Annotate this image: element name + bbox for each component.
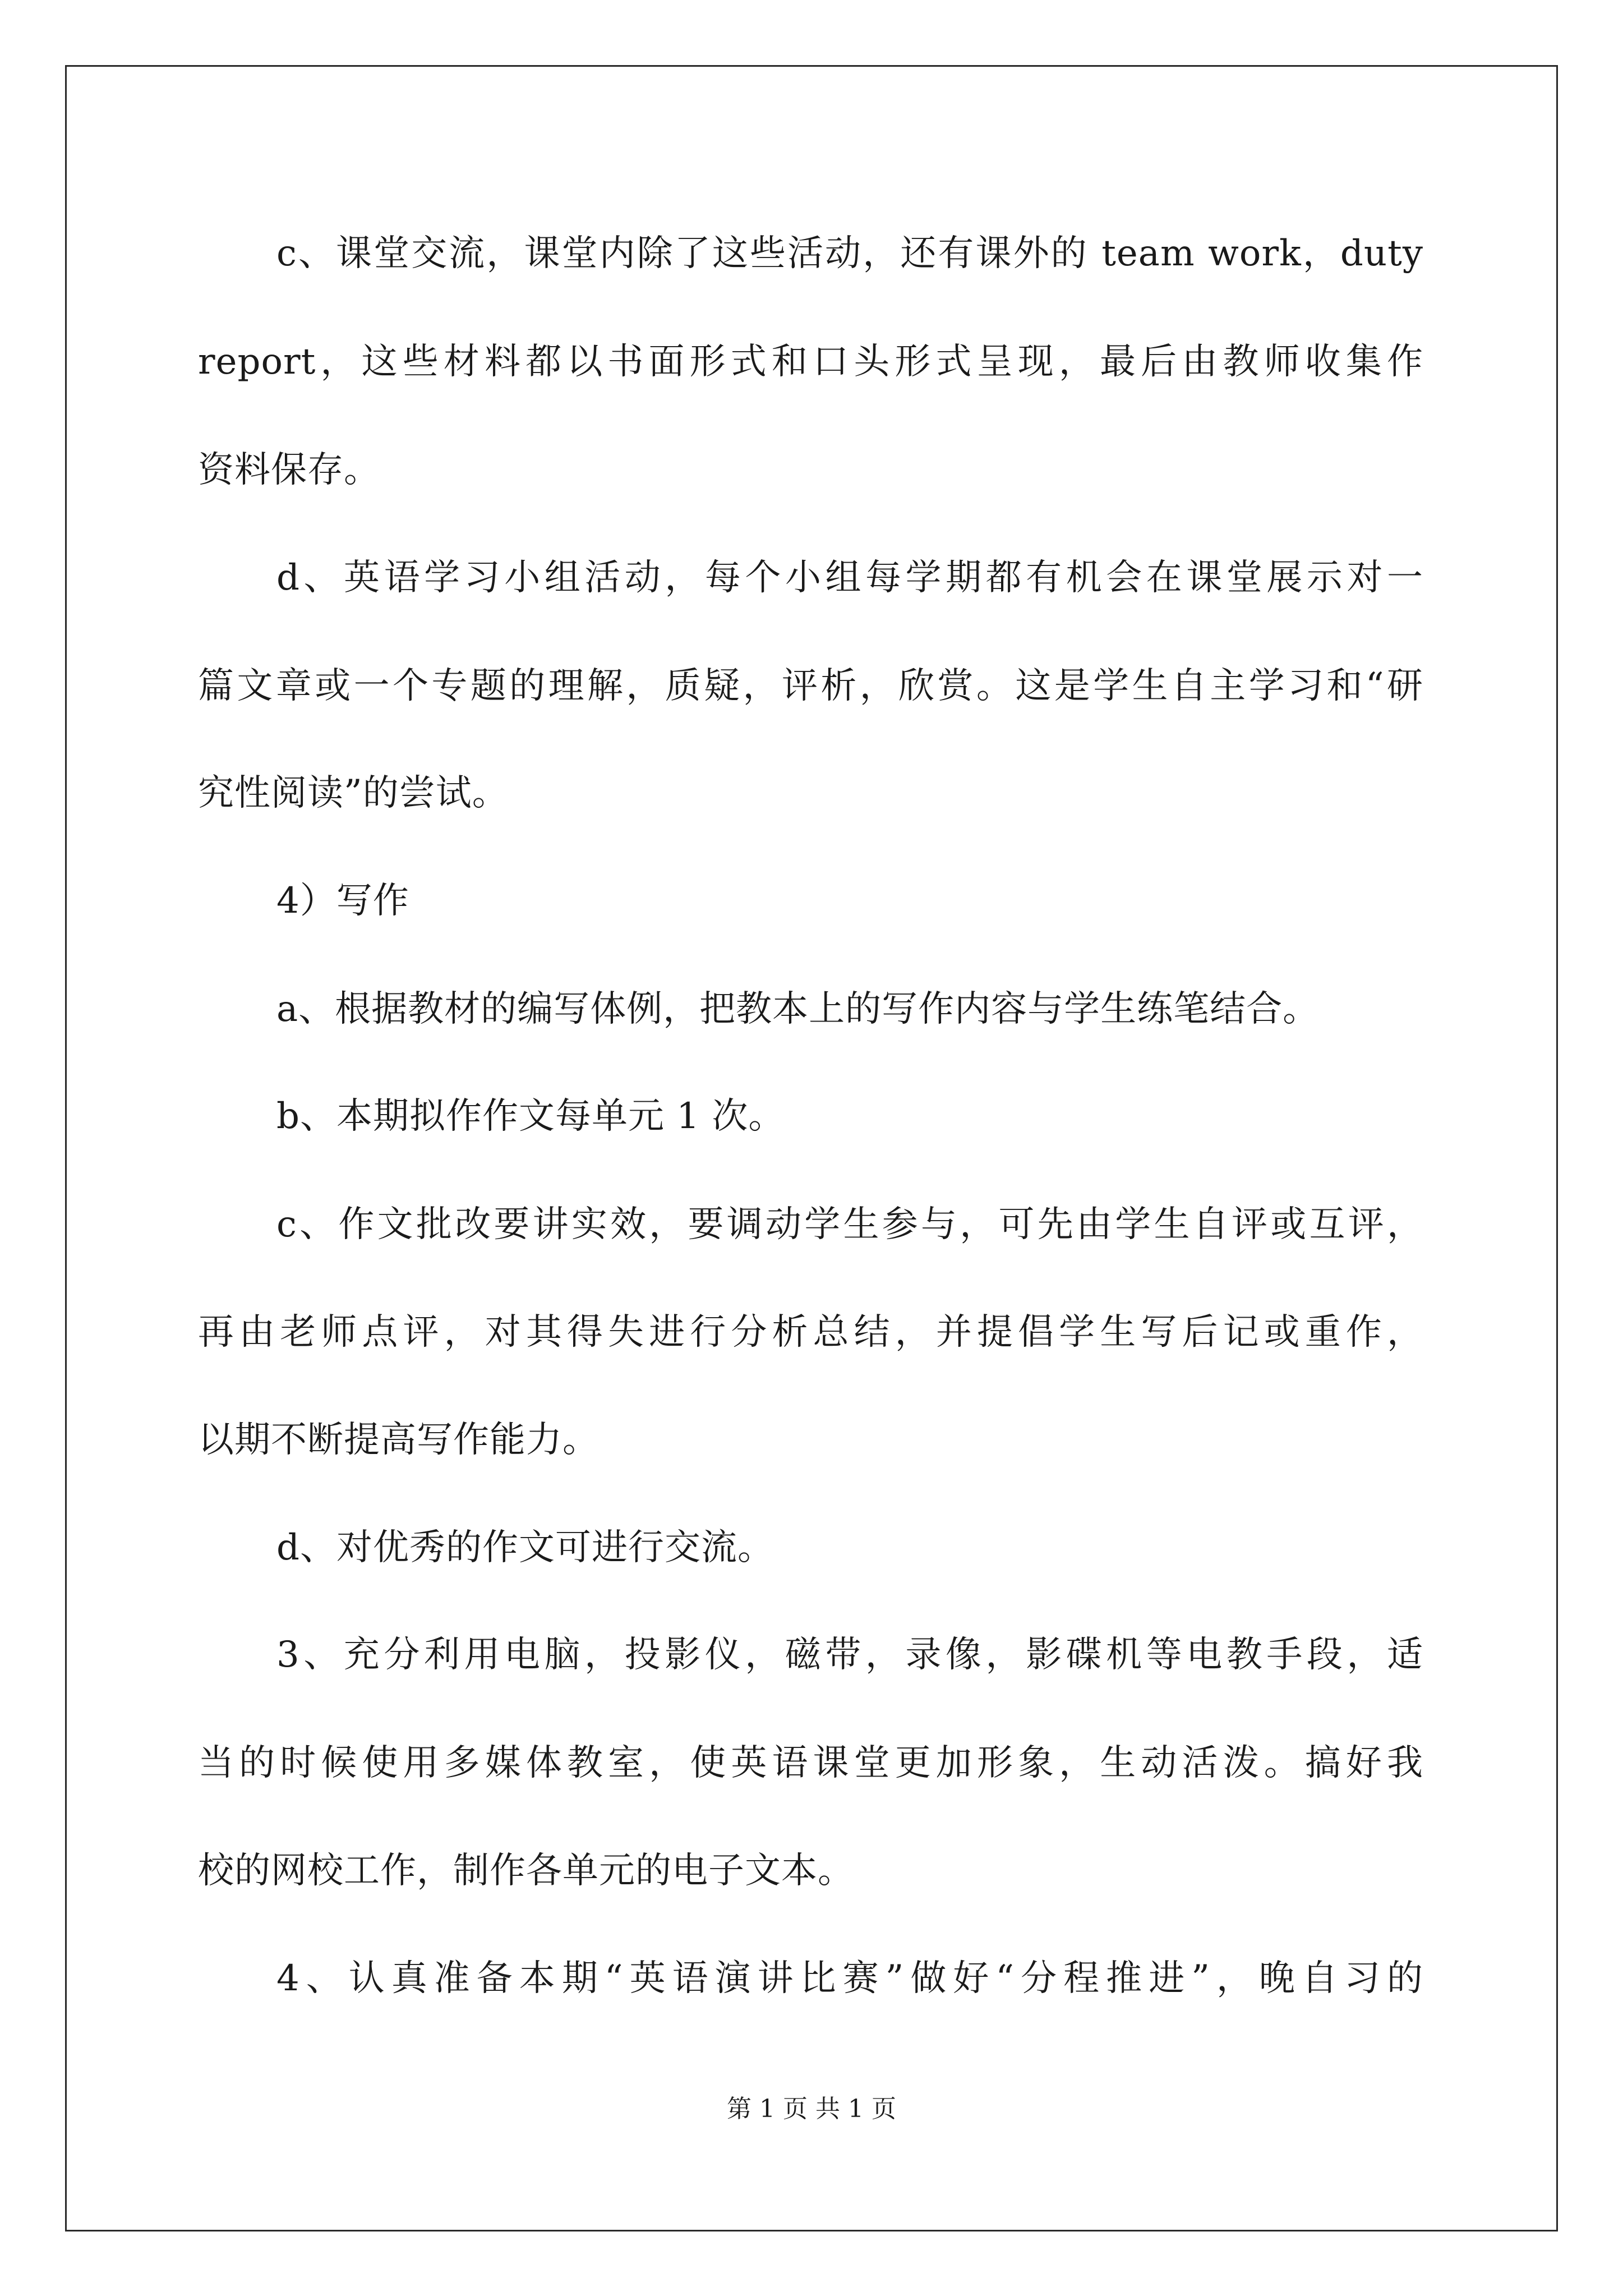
text-line: 3、充分利用电脑，投影仪，磁带，录像，影碟机等电教手段，适: [276, 1634, 1423, 1676]
text-line: 再由老师点评，对其得失进行分析总结，并提倡学生写后记或重作，: [198, 1312, 1423, 1353]
text-line: d、对优秀的作文可进行交流。: [276, 1527, 774, 1568]
text-line: 当的时候使用多媒体教室，使英语课堂更加形象，生动活泼。搞好我: [198, 1742, 1423, 1784]
page-number-footer: 第 1 页 共 1 页: [727, 2095, 896, 2123]
text-line: a、根据教材的编写体例，把教本上的写作内容与学生练笔结合。: [276, 988, 1320, 1030]
text-line: 4、认真准备本期“英语演讲比赛”做好“分程推进”，晚自习的: [276, 1958, 1423, 1999]
text-line: 以期不断提高写作能力。: [198, 1419, 599, 1461]
text-line: c、课堂交流，课堂内除了这些活动，还有课外的 team work，duty: [276, 233, 1423, 274]
text-line: 资料保存。: [198, 449, 380, 491]
text-line: d、英语学习小组活动，每个小组每学期都有机会在课堂展示对一: [276, 557, 1423, 599]
text-line: 篇文章或一个专题的理解，质疑，评析，欣赏。这是学生自主学习和“研: [198, 665, 1423, 707]
page-frame: [65, 65, 1558, 2231]
text-line: c、作文批改要讲实效，要调动学生参与，可先由学生自评或互评，: [276, 1204, 1423, 1245]
text-line: 4）写作: [276, 880, 409, 922]
text-line: report，这些材料都以书面形式和口头形式呈现，最后由教师收集作: [198, 341, 1423, 383]
text-line: 校的网校工作，制作各单元的电子文本。: [198, 1850, 854, 1892]
text-line: 究性阅读”的尝试。: [198, 772, 509, 814]
text-line: b、本期拟作作文每单元 1 次。: [276, 1096, 785, 1137]
